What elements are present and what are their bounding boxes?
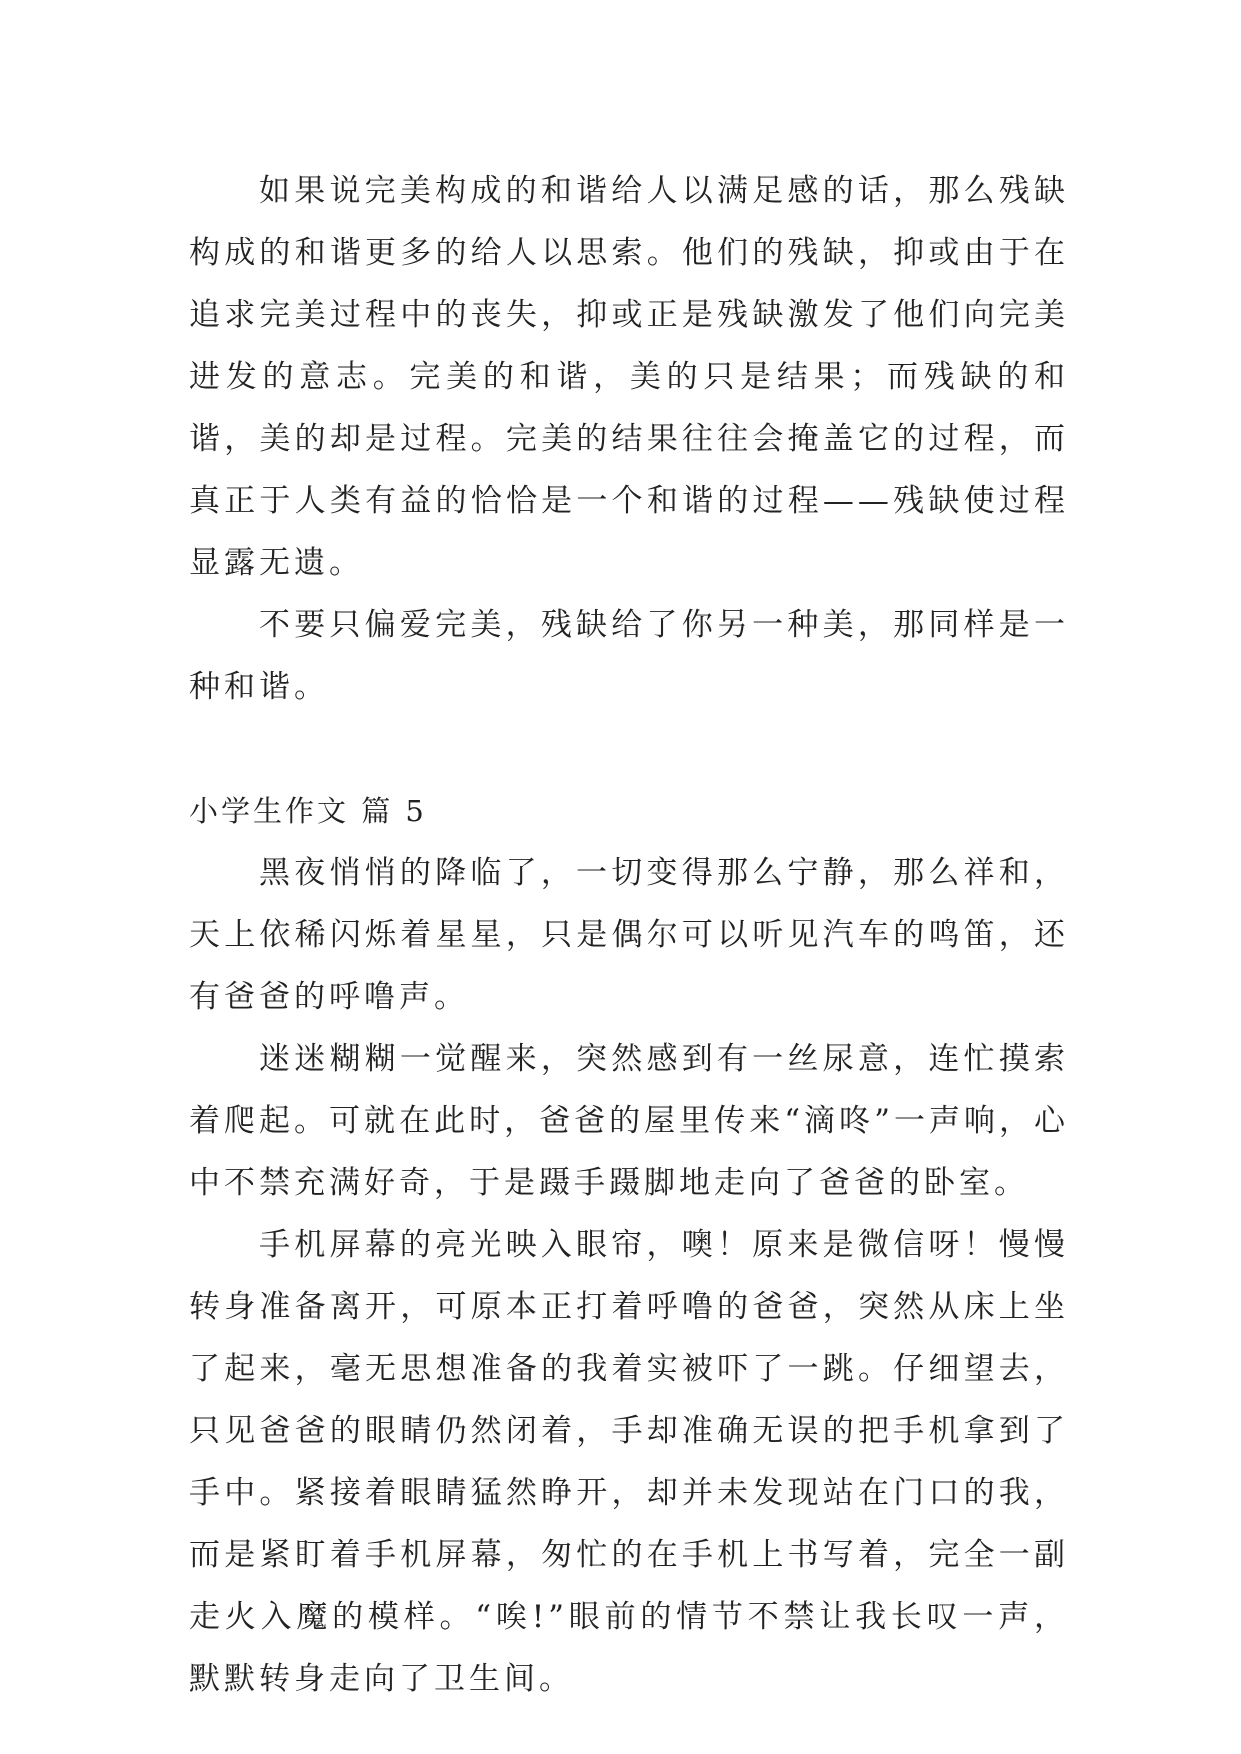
paragraph-phone: 手机屏幕的亮光映入眼帘，噢！原来是微信呀！慢慢转身准备离开，可原本正打着呼噜的爸爸，突然从床上坐了起来，毫无思想准备的我着实被吓了一跳。仔细望去，只见爸爸的眼睛仍然闭着，手却准确无误的把手机拿到了手中。紧接着眼睛猛然睁开，却并未发现站在门口的我，而是紧盯着手机屏幕，匆忙的在手机上书写着，完全一副走火入魔的模样。“唉!”眼前的情节不禁让我长叹一声，默默转身走向了卫生间。: [189, 1227, 1069, 1697]
document-body: [189, 160, 1069, 1710]
paragraph-conclusion: 不要只偏爱完美，残缺给了你另一种美，那同样是一种和谐。: [189, 607, 1069, 705]
paragraph-waking: 迷迷糊糊一觉醒来，突然感到有一丝尿意，连忙摸索着爬起。可就在此时，爸爸的屋里传来“滴咚”一声响，心中不禁充满好奇，于是蹑手蹑脚地走向了爸爸的卧室。: [189, 1041, 1069, 1201]
paragraph-harmony-reflection: 如果说完美构成的和谐给人以满足感的话，那么残缺构成的和谐更多的给人以思索。他们的残缺，抑或由于在追求完美过程中的丧失，抑或正是残缺激发了他们向完美进发的意志。完美的和谐，美的只是结果；而残缺的和谐，美的却是过程。完美的结果往往会掩盖它的过程，而真正于人类有益的恰恰是一个和谐的过程——残缺使过程显露无遗。: [189, 173, 1069, 581]
section-spacer: [189, 718, 1069, 780]
section-heading: 小学生作文 篇 5: [189, 794, 427, 828]
paragraph-night: 黑夜悄悄的降临了，一切变得那么宁静，那么祥和，天上依稀闪烁着星星，只是偶尔可以听见汽车的鸣笛，还有爸爸的呼噜声。: [189, 855, 1069, 1015]
